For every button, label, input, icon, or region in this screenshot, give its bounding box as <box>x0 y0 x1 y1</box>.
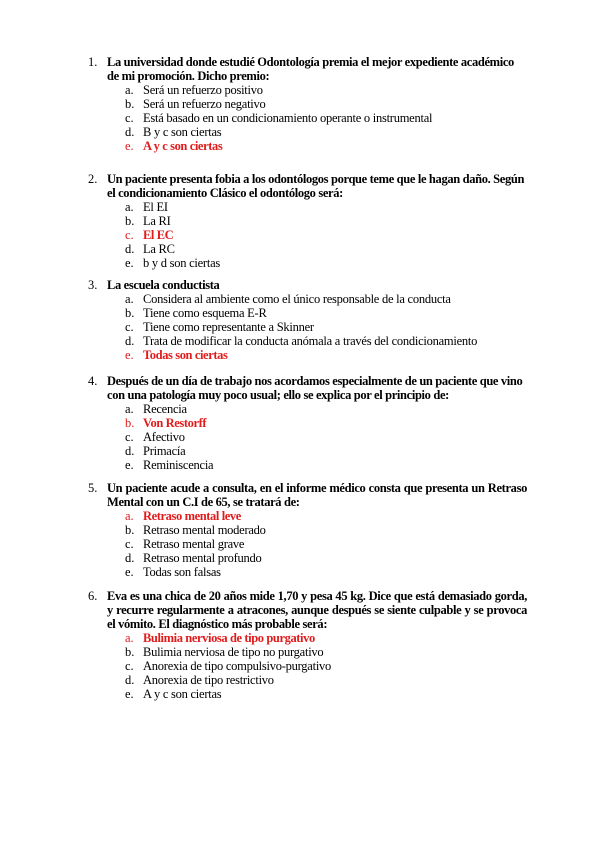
option-letter: b. <box>125 306 135 320</box>
option-text: La RI <box>143 214 171 228</box>
question-4 <box>0 374 600 481</box>
question-text: La escuela conductista <box>107 278 220 292</box>
option-d <box>0 334 600 348</box>
option-d <box>0 673 600 687</box>
option-a <box>0 509 600 523</box>
option-a <box>0 200 600 214</box>
option-list <box>0 200 600 270</box>
question-2 <box>0 172 600 278</box>
option-c <box>0 537 600 551</box>
option-text: Von Restorff <box>143 416 207 430</box>
question-3 <box>0 278 600 374</box>
option-text: Todas son ciertas <box>143 348 228 362</box>
option-text: Afectivo <box>143 430 185 444</box>
option-letter: c. <box>125 537 134 551</box>
option-b <box>0 645 600 659</box>
option-d <box>0 551 600 565</box>
option-list <box>0 83 600 153</box>
option-text: Reminiscencia <box>143 458 214 472</box>
question-number: 4. <box>88 374 98 388</box>
option-text: Está basado en un condicionamiento operante o instrumental <box>143 111 433 125</box>
question-text: Un paciente acude a consulta, en el informe médico consta que presenta un Retraso Mental con un C.I de 65, se tratará de: <box>107 481 527 509</box>
option-text: El EC <box>143 228 174 242</box>
option-text: Tiene como representante a Skinner <box>143 320 314 334</box>
option-letter: b. <box>125 645 135 659</box>
option-a <box>0 631 600 645</box>
option-e <box>0 687 600 701</box>
option-a <box>0 402 600 416</box>
option-text: Trata de modificar la conducta anómala a través del condicionamiento <box>143 334 478 348</box>
option-c <box>0 111 600 125</box>
option-letter: b. <box>125 214 135 228</box>
option-letter: d. <box>125 125 135 139</box>
option-letter: d. <box>125 242 135 256</box>
option-letter: a. <box>125 83 134 97</box>
question-number: 3. <box>88 278 98 292</box>
option-letter: b. <box>125 523 135 537</box>
question-5 <box>0 481 600 589</box>
option-c <box>0 659 600 673</box>
option-letter: a. <box>125 509 134 523</box>
option-letter: a. <box>125 631 134 645</box>
option-e <box>0 458 600 472</box>
option-letter: a. <box>125 200 134 214</box>
option-letter: c. <box>125 111 134 125</box>
option-list <box>0 509 600 579</box>
question-text: Un paciente presenta fobia a los odontólogos porque teme que le hagan daño. Según el condicionamiento Clásico el odontólogo será: <box>107 172 525 200</box>
option-text: Retraso mental grave <box>143 537 245 551</box>
question-text: Después de un día de trabajo nos acordamos especialmente de un paciente que vino con una patología muy poco usual; ello se explica por el principio de: <box>107 374 523 402</box>
option-b <box>0 97 600 111</box>
option-c <box>0 228 600 242</box>
option-letter: c. <box>125 228 134 242</box>
option-list <box>0 402 600 472</box>
option-d <box>0 125 600 139</box>
option-letter: b. <box>125 416 135 430</box>
option-list <box>0 292 600 362</box>
option-letter: b. <box>125 97 135 111</box>
option-letter: c. <box>125 430 134 444</box>
question-text: La universidad donde estudié Odontología premia el mejor expediente académico de mi promoción. Dicho premio: <box>107 55 514 83</box>
question-number: 2. <box>88 172 98 186</box>
option-text: Considera al ambiente como el único responsable de la conducta <box>143 292 451 306</box>
option-a <box>0 292 600 306</box>
option-e <box>0 565 600 579</box>
option-letter: c. <box>125 320 134 334</box>
option-text: La RC <box>143 242 175 256</box>
question-number: 6. <box>88 589 98 603</box>
option-text: Bulimia nerviosa de tipo purgativo <box>143 631 315 645</box>
question-6 <box>0 589 600 701</box>
option-e <box>0 348 600 362</box>
option-text: Retraso mental profundo <box>143 551 262 565</box>
option-text: Retraso mental moderado <box>143 523 266 537</box>
option-text: Primacía <box>143 444 186 458</box>
option-b <box>0 214 600 228</box>
option-text: b y d son ciertas <box>143 256 220 270</box>
option-text: A y c son ciertas <box>143 139 223 153</box>
option-letter: a. <box>125 402 134 416</box>
option-letter: d. <box>125 444 135 458</box>
option-list <box>0 631 600 701</box>
option-text: Todas son falsas <box>143 565 221 579</box>
option-letter: e. <box>125 458 134 472</box>
option-letter: e. <box>125 687 134 701</box>
question-list <box>0 55 600 701</box>
option-letter: a. <box>125 292 134 306</box>
question-number: 5. <box>88 481 98 495</box>
question-1 <box>0 55 600 172</box>
option-text: Anorexia de tipo compulsivo-purgativo <box>143 659 332 673</box>
option-text: B y c son ciertas <box>143 125 222 139</box>
option-text: Retraso mental leve <box>143 509 241 523</box>
option-letter: d. <box>125 334 135 348</box>
option-text: Tiene como esquema E-R <box>143 306 267 320</box>
option-text: Bulimia nerviosa de tipo no purgativo <box>143 645 324 659</box>
option-d <box>0 242 600 256</box>
option-c <box>0 320 600 334</box>
option-text: El EI <box>143 200 168 214</box>
option-letter: c. <box>125 659 134 673</box>
option-letter: e. <box>125 256 134 270</box>
option-c <box>0 430 600 444</box>
option-text: A y c son ciertas <box>143 687 222 701</box>
question-text: Eva es una chica de 20 años mide 1,70 y pesa 45 kg. Dice que está demasiado gorda, y recurre regularmente a atracones, aunque después se siente culpable y se provoca el vómito. El diagnóstico más probable será: <box>107 589 527 631</box>
option-letter: d. <box>125 673 135 687</box>
question-number: 1. <box>88 55 98 69</box>
option-b <box>0 416 600 430</box>
option-a <box>0 83 600 97</box>
option-letter: e. <box>125 348 134 362</box>
option-b <box>0 306 600 320</box>
option-e <box>0 139 600 153</box>
option-d <box>0 444 600 458</box>
option-b <box>0 523 600 537</box>
option-text: Será un refuerzo positivo <box>143 83 263 97</box>
option-letter: e. <box>125 565 134 579</box>
option-letter: e. <box>125 139 134 153</box>
option-text: Recencia <box>143 402 187 416</box>
option-text: Será un refuerzo negativo <box>143 97 266 111</box>
option-letter: d. <box>125 551 135 565</box>
option-e <box>0 256 600 270</box>
option-text: Anorexia de tipo restrictivo <box>143 673 274 687</box>
